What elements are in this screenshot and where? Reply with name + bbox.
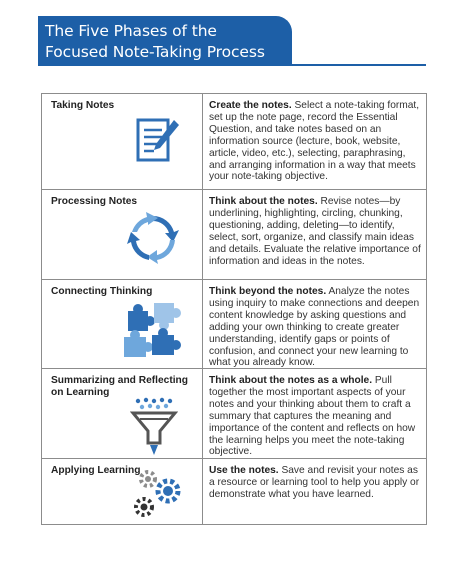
notepad-pencil-icon [134, 116, 180, 169]
phase-row-taking-notes [42, 94, 426, 189]
phases-table [41, 93, 427, 525]
phase-row-connecting-thinking [42, 279, 426, 368]
phase-text: Save and revisit your notes as a resource or learning tool to help you apply or demonstrate what you have learned. [209, 465, 420, 500]
phase-name-cell [42, 190, 203, 279]
phase-lead: Think about the notes as a whole. [209, 375, 373, 386]
phase-description [203, 369, 426, 458]
title-line-1: The Five Phases of the [45, 22, 217, 40]
phase-text: Analyze the notes using inquiry to make connections and deepen content knowledge by asking questions and adding your own thinking to create greater understanding, identify gaps or points of confusion, and connect your new learning to what you already know. [209, 286, 420, 369]
phase-lead: Think beyond the notes. [209, 286, 327, 297]
phase-description [203, 459, 426, 524]
phase-lead: Use the notes. [209, 465, 279, 476]
phase-name-cell [42, 369, 203, 458]
phase-description [203, 280, 426, 368]
phase-name: Taking Notes [51, 100, 115, 111]
phase-name: Processing Notes [51, 196, 138, 207]
cycle-arrows-icon [127, 212, 179, 269]
phase-text: Pull together the most important aspects of your notes and your thinking about them to craft a summary that captures the meaning and importance of the content and reflects on how the learning helps you meet the note-taking objective. [209, 375, 416, 458]
phase-lead: Create the notes. [209, 100, 292, 111]
phase-name-cell [42, 94, 203, 189]
phase-name: Summarizing and Reflecting on Learning [51, 375, 188, 398]
phase-name: Connecting Thinking [51, 286, 153, 297]
phase-row-processing-notes [42, 189, 426, 279]
phase-lead: Think about the notes. [209, 196, 318, 207]
gears-icon [130, 469, 186, 526]
phase-description [203, 190, 426, 279]
phase-text: Select a note-taking format, set up the note page, record the Essential Question, and take notes based on an information source (lecture, book, website, article, video, etc.), selecting, paraphrasing, and arranging information in a way that meets your note-taking objective. [209, 100, 420, 183]
phase-row-applying-learning [42, 458, 426, 524]
phase-row-summarizing [42, 368, 426, 458]
title-line-2: Focused Note-Taking Process [45, 43, 265, 61]
title-banner [38, 16, 292, 65]
funnel-icon [130, 397, 178, 462]
phase-name-cell [42, 280, 203, 368]
phase-name: Applying Learning [51, 465, 141, 476]
phase-name-cell [42, 459, 203, 524]
phase-description [203, 94, 426, 189]
title-divider [38, 64, 426, 66]
phase-text: Revise notes—by underlining, highlighting, circling, chunking, questioning, adding, deleting—to identify, select, sort, organize, and classify main ideas and details. Evaluate the relative importance of information and ideas in the notes. [209, 196, 421, 267]
puzzle-pieces-icon [120, 297, 184, 368]
